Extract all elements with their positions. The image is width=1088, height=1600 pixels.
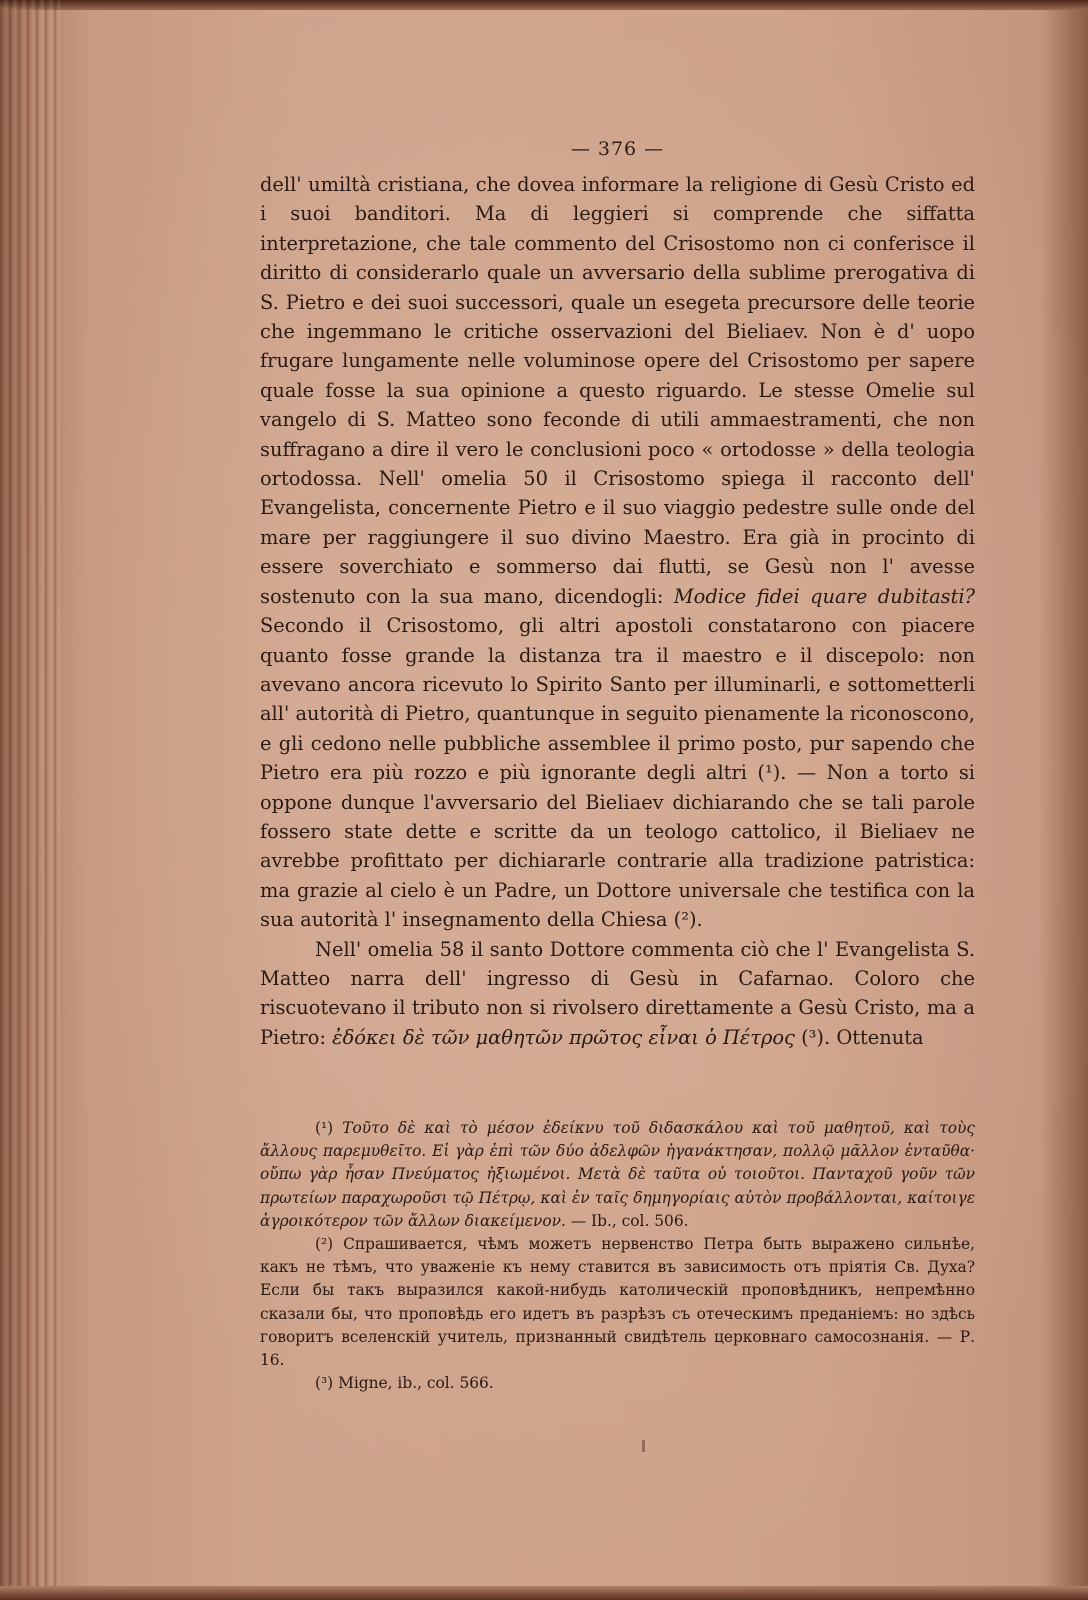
paragraph-1-text-c: — Non a torto si oppone dunque l'avversario del Bieliaev dichiarando che se tali parole fossero state dette e scritte da un teologo cattolico, il Bieliaev ne avrebbe profittato per dichiararle contrarie alla tradizione patristica: ma grazie al cielo è un Padre, un Dottore universale che testifica con la sua autorità l' insegnamento della Chiesa [260,761,975,932]
footnote-ref-2: (²). [673,908,703,932]
paragraph-2-text-b: Ottenuta [836,1025,924,1049]
footnote-ref-1: (¹). [757,761,787,785]
footnote-1-marker: (¹) [315,1119,334,1137]
footnotes [260,1117,975,1395]
paragraph-1-text-a: dell' umiltà cristiana, che dovea informare la religione di Gesù Cristo ed i suoi banditori. Ma di leggieri si comprende che siffatta interpretazione, che tale commento del Crisostomo non ci conferisce il diritto di considerarlo quale un avversario della sublime prerogativa di S. Pietro e dei suoi successori, quale un esegeta precursore delle teorie che ingemmano le critiche osservazioni del Bieliaev. Non è d' uopo frugare lungamente nelle voluminose opere del Crisostomo per sapere quale fosse la sua opinione a questo riguardo. Le stesse Omelie sul vangelo di S. Matteo sono feconde di utili ammaestramenti, che non suffragano a dire il vero le conclusioni poco « ortodosse » della teologia ortodossa. Nell' omelia 50 il Crisostomo spiega il racconto dell' Evangelista, concernente Pietro e il suo viaggio pedestre sulle onde del mare per raggiungere il suo divino Maestro. Era già in procinto di essere soverchiato e sommerso dai flutti, se Gesù non l' avesse sostenuto con la sua mano, dicendogli: [260,173,975,608]
greek-quote: ἐδόκει δὲ τῶν μαθητῶν πρῶτος εἶναι ὁ Πέτρος [332,1025,795,1049]
paragraph-1-text-b: Secondo il Crisostomo, gli altri apostoli constatarono con piacere quanto fosse grande la distanza tra il maestro e il discepolo: non avevano ancora ricevuto lo Spirito Santo per illuminarli, e sottometterli all' autorità di Pietro, quantunque in seguito pienamente la riconoscono, e gli cedono nelle pubbliche assemblee il primo posto, pur sapendo che Pietro era più rozzo e più ignorante degli altri [260,614,975,785]
page-top-edge [0,0,1088,10]
footnote-3-marker: (³) [315,1374,334,1393]
ink-mark [642,1440,645,1452]
footnote-ref-3: (³). [801,1025,831,1049]
footnote-2-marker: (²) [315,1235,334,1254]
footnote-2 [260,1233,975,1372]
footnote-3-text: Migne, ib., col. 566. [338,1374,494,1393]
binding-edge [0,0,60,1600]
page-bottom-edge [0,1586,1088,1600]
latin-quote: Modice fidei quare dubitasti? [673,584,975,608]
body-text [260,170,975,1052]
paragraph-1 [260,170,975,935]
footnote-2-text: Спрашивается, чѣмъ можетъ нервенство Петра быть выражено сильнѣе, какъ не тѣмъ, что уваженіе къ нему ставится въ зависимость отъ пріятія Св. Духа? Если бы такъ выразился какой-нибудь католическій проповѣдникъ, непремѣнно сказали бы, что проповѣдь его идетъ въ разрѣзъ съ отеческимъ преданіемъ: но здѣсь говоритъ вселенскій учитель, признанный свидѣтель церковнаго самосознанія. — Р. 16. [260,1235,975,1370]
footnote-1-reference: — Ib., col. 506. [570,1211,689,1230]
footnote-1 [260,1117,975,1233]
paragraph-2-text-a: Nell' omelia 58 il santo Dottore commenta ciò che l' Evangelista S. Matteo narra dell' ingresso di Gesù in Cafarnao. Coloro che riscuotevano il tributo non si rivolsero direttamente a Gesù Cristo, ma a Pietro: [260,937,975,1049]
footnote-3 [260,1372,975,1395]
page-number: — 376 — [570,138,665,160]
footnote-1-greek: Τοῦτο δὲ καὶ τὸ μέσον ἐδείκνυ τοῦ διδασκάλου καὶ τοῦ μαθητοῦ, καὶ τοὺς ἄλλους παρεμυθεῖτο. Εἰ γὰρ ἐπὶ τῶν δύο ἀδελφῶν ἠγανάκτησαν, πολλῷ μᾶλλον ἐνταῦθα· οὔπω γὰρ ἦσαν Πνεύματος ἠξιωμένοι. Μετὰ δὲ ταῦτα οὐ τοιοῦτοι. Πανταχοῦ γοῦν τῶν πρωτείων παραχωροῦσι τῷ Πέτρῳ, καὶ ἐν ταῖς δημηγορίαις αὐτὸν προβάλλονται, καίτοιγε ἀγροικότερον τῶν ἄλλων διακείμενον. [260,1119,975,1230]
paragraph-2 [260,935,975,1053]
